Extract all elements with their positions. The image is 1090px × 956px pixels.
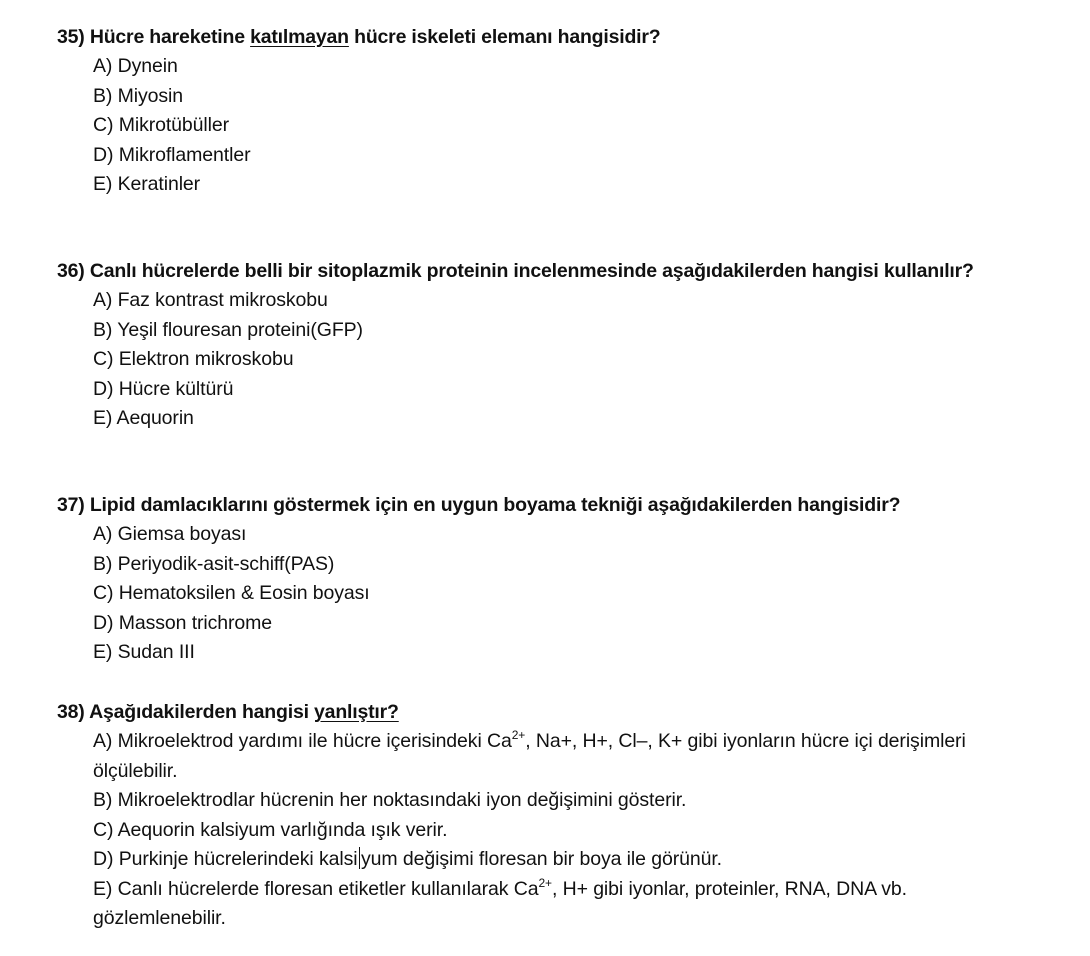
option-e: E) Keratinler bbox=[93, 173, 201, 195]
option-text: A) Mikroelektrod yardımı ile hücre içerisindeki Ca bbox=[93, 730, 512, 752]
option-b: B) Periyodik-asit-schiff(PAS) bbox=[93, 552, 335, 575]
question-number: 38) bbox=[57, 701, 85, 723]
option-text: E) Canlı hücrelerde floresan etiketler kullanılarak Ca bbox=[93, 877, 539, 900]
question-title bbox=[57, 697, 1077, 727]
question-text: Canlı hücrelerde belli bir sitoplazmik proteinin incelenmesinde aşağıdakilerden hangisi kullanılır? bbox=[89, 260, 974, 282]
question-number: 35) bbox=[57, 26, 85, 48]
option-c: C) Hematoksilen & Eosin boyası bbox=[93, 582, 370, 604]
option-c: C) Aequorin kalsiyum varlığında ışık verir. bbox=[93, 818, 448, 841]
options-list bbox=[57, 520, 1077, 668]
options-list bbox=[57, 286, 1077, 434]
superscript: 2+ bbox=[511, 728, 526, 742]
option-c: C) Mikrotübüller bbox=[93, 114, 230, 136]
option-b: B) Yeşil flouresan proteini(GFP) bbox=[93, 318, 363, 341]
option-text: , H+ gibi iyonlar, proteinler, RNA, DNA vb. gözlemlenebilir. bbox=[93, 877, 907, 929]
option-b: B) Mikroelektrodlar hücrenin her noktasındaki iyon değişimini gösterir. bbox=[93, 789, 687, 811]
option-e: E) Sudan III bbox=[93, 641, 195, 663]
option-a: A) Faz kontrast mikroskobu bbox=[93, 289, 328, 311]
question-title bbox=[57, 256, 1077, 286]
options-list bbox=[57, 727, 1077, 934]
option-text: D) Purkinje hücrelerindeki kalsi bbox=[93, 848, 358, 870]
question-text: Hücre hareketine bbox=[89, 26, 245, 48]
question-37 bbox=[57, 490, 1077, 668]
option-a: A) Dynein bbox=[93, 55, 178, 77]
question-text: Lipid damlacıklarını göstermek için en uygun boyama tekniği aşağıdakilerden hangisidir? bbox=[89, 494, 901, 516]
option-d bbox=[93, 845, 1077, 875]
question-title bbox=[57, 490, 1077, 520]
option-d: D) Mikroflamentler bbox=[93, 143, 251, 166]
question-title bbox=[57, 22, 1077, 52]
question-35 bbox=[57, 22, 1077, 200]
question-number: 36) bbox=[57, 260, 85, 282]
emphasis-underlined: katılmayan bbox=[250, 26, 349, 48]
option-b: B) Miyosin bbox=[93, 84, 184, 107]
question-text: Aşağıdakilerden hangisi bbox=[89, 701, 309, 723]
superscript: 2+ bbox=[538, 875, 552, 890]
option-d: D) Masson trichrome bbox=[93, 611, 273, 634]
option-e: E) Aequorin bbox=[93, 407, 194, 429]
option-text: , Na+, H+, Cl–, K+ gibi iyonların hücre içi derişimleri ölçülebilir. bbox=[93, 730, 966, 782]
question-number: 37) bbox=[57, 494, 85, 516]
option-c: C) Elektron mikroskobu bbox=[93, 348, 294, 370]
option-d: D) Hücre kültürü bbox=[93, 377, 234, 400]
option-e bbox=[93, 875, 1028, 934]
option-a: A) Giemsa boyası bbox=[93, 523, 247, 545]
question-text: hücre iskeleti elemanı hangisidir? bbox=[354, 26, 661, 48]
question-36 bbox=[57, 256, 1077, 434]
emphasis-underlined: yanlıştır? bbox=[314, 701, 399, 723]
question-38 bbox=[57, 697, 1077, 934]
options-list bbox=[57, 52, 1077, 200]
text-cursor bbox=[359, 847, 361, 869]
option-a bbox=[93, 727, 1028, 786]
option-text: yum değişimi floresan bir boya ile görünür. bbox=[361, 848, 722, 870]
